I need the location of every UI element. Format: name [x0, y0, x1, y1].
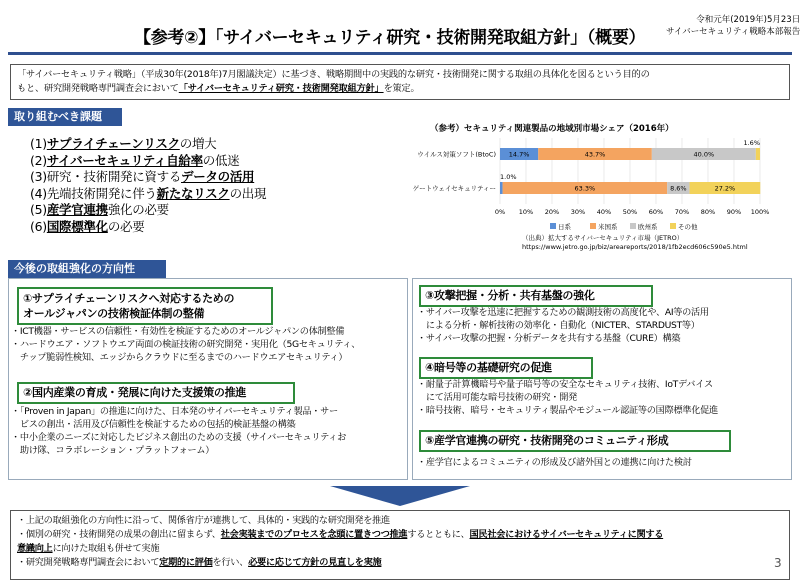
x-tick-label: 30%: [570, 208, 586, 216]
issues-list: [30, 136, 266, 235]
issues-heading: 取り組むべき課題: [8, 108, 122, 126]
issue-item: (6)国際標準化の必要: [30, 218, 145, 234]
intro-text-end: を策定。: [383, 83, 420, 94]
x-tick-label: 60%: [648, 208, 664, 216]
legend-swatch: [590, 223, 596, 229]
source-line-1: （出典）拡大するサイバーセキュリティ市場（JETRO）: [522, 234, 684, 242]
intro-line-1: 「サイバーセキュリティ戦略」（平成30年(2018年)7月閣議決定）に基づき、戦略期間中の実践的な研究・技術開発に関する取組の具体化を図るという目的の: [17, 69, 650, 80]
body-line: ・産学官によるコミュニティの形成及び諸外国との連携に向けた検討: [417, 457, 692, 468]
x-tick-label: 50%: [622, 208, 638, 216]
intro-box: [10, 64, 790, 100]
legend-swatch: [550, 223, 556, 229]
summary-line-1: ・上記の取組強化の方向性に沿って、関係省庁が連携して、具体的・実践的な研究開発を推進: [17, 515, 390, 526]
x-tick-label: 80%: [700, 208, 716, 216]
body-line: ・サイバー攻撃を迅速に把握するための観測技術の高度化や、AI等の活用: [417, 307, 709, 318]
chart-source: [522, 234, 748, 251]
page-number: 3: [774, 556, 782, 570]
legend-label: その他: [678, 223, 698, 231]
data-label: 14.7%: [508, 150, 530, 159]
direction-1-body: [11, 325, 407, 364]
body-line: 助け隊、コラボレーション・プラットフォーム）: [11, 445, 215, 456]
data-label: 27.2%: [714, 184, 736, 193]
date-block: [666, 14, 800, 38]
direction-1-title-line2: オールジャパンの技術検証体制の整備: [23, 307, 205, 320]
x-tick-label: 40%: [596, 208, 612, 216]
data-label: 8.6%: [670, 184, 687, 193]
direction-2-body: [11, 405, 407, 457]
data-label: 40.0%: [693, 150, 715, 159]
issue-item: (1)サプライチェーンリスクの増大: [30, 136, 217, 151]
data-label: 43.7%: [584, 150, 606, 159]
x-tick-label: 100%: [750, 208, 770, 216]
legend-label: 日系: [558, 223, 571, 231]
body-line: チップ脆弱性検知、エッジからクラウドに至るまでのハードウエアセキュリティ）: [11, 352, 348, 363]
body-line: ・暗号技術、暗号・セキュリティ製品やモジュール認証等の国際標準化促進: [417, 405, 718, 416]
page-title: 【参考②】「サイバーセキュリティ研究・技術開発取組方針」（概要）: [134, 28, 646, 48]
intro-line-2: [17, 82, 783, 96]
body-line: ・中小企業のニーズに対応したビジネス創出のための支援（サイバーセキュリティお: [11, 432, 347, 443]
direction-3-body: [417, 306, 791, 345]
direction-1-title: [17, 287, 273, 325]
bar-segment: [756, 148, 760, 160]
title-rule: [8, 52, 792, 55]
body-line: による分析・解析技術の効率化・自動化（NICTER、STARDUST等）: [417, 320, 700, 331]
x-tick-label: 10%: [518, 208, 534, 216]
direction-3-title: ③攻撃把握・分析・共有基盤の強化: [419, 285, 653, 307]
body-line: ・耐量子計算機暗号や量子暗号等の安全なセキュリティ技術、IoTデバイス: [417, 379, 713, 390]
chart-title: （参考）セキュリティ関連製品の地域別市場シェア（2016年）: [430, 124, 674, 134]
legend-swatch: [670, 223, 676, 229]
data-label: 1.0%: [500, 173, 517, 181]
data-label: 1.6%: [743, 139, 760, 147]
body-line: ・サイバー攻撃の把握・分析データを共有する基盤（CURE）構築: [417, 333, 681, 344]
direction-5-title: ⑤産学官連携の研究・技術開発のコミュニティ形成: [419, 430, 731, 452]
data-label: 63.3%: [574, 184, 596, 193]
body-line: ・「Proven in Japan」の推進に向けた、日本発のサイバーセキュリティ製品・サー: [11, 406, 338, 417]
summary-line-3: 意識向上に向けた取組も併せて実施: [17, 543, 160, 554]
summary-box: [10, 510, 790, 580]
direction-5-body: [417, 456, 791, 469]
x-tick-label: 70%: [674, 208, 690, 216]
bar-segment: [500, 182, 503, 194]
right-panel: [412, 278, 792, 480]
summary-line-2: ・個別の研究・技術開発の成果の創出に留まらず、社会実装までのプロセスを念頭に置きつつ推進するとともに、国民社会におけるサイバーセキュリティに関する: [17, 529, 664, 540]
report-date: 令和元年(2019年)5月23日: [696, 15, 800, 25]
issue-item: (4)先端技術開発に伴う新たなリスクの出現: [30, 185, 267, 201]
direction-4-title: ④暗号等の基礎研究の促進: [419, 357, 593, 379]
issue-item: (5)産学官連携強化の必要: [30, 202, 169, 217]
legend-label: 欧州系: [638, 223, 658, 231]
source-url: https://www.jetro.go.jp/biz/areareports/2018/1fb2ecd606c590e5.html: [522, 242, 748, 251]
direction-4-body: [417, 378, 791, 417]
body-line: にて活用可能な暗号技術の研究・開発: [417, 392, 577, 403]
body-line: ビスの創出・活用及び信頼性を検証するための包括的検証基盤の構築: [11, 419, 296, 430]
x-tick-label: 20%: [544, 208, 560, 216]
category-label: ゲートウェイセキュリティー: [412, 184, 496, 193]
issue-item: (3)研究・技術開発に資するデータの活用: [30, 169, 255, 184]
intro-text: もと、研究開発戦略専門調査会において: [17, 83, 179, 94]
direction-2-title: ②国内産業の育成・発展に向けた支援策の推進: [17, 382, 295, 404]
direction-1-title-line1: ①サプライチェーンリスクへ対応するための: [23, 292, 235, 305]
x-tick-label: 90%: [726, 208, 742, 216]
directions-heading: 今後の取組強化の方向性: [8, 260, 166, 278]
down-arrow-icon: [330, 484, 470, 508]
category-label: ウイルス対策ソフト(BtoC): [417, 150, 496, 159]
policy-name: 「サイバーセキュリティ研究・技術開発取組方針」: [178, 83, 384, 94]
body-line: ・ICT機器・サービスの信頼性・有効性を検証するためのオールジャパンの体制整備: [11, 326, 345, 337]
market-share-chart: [400, 132, 790, 236]
issue-item: (2)サイバーセキュリティ自給率の低迷: [30, 152, 240, 168]
summary-line-4: ・研究開発戦略専門調査会において定期的に評価を行い、必要に応じて方針の見直しを実施: [17, 557, 382, 568]
left-panel: [8, 278, 408, 480]
report-org: サイバーセキュリティ戦略本部報告: [666, 27, 800, 37]
body-line: ・ハードウエア・ソフトウエア両面の検証技術の研究開発・実用化（5Gセキュリティ、: [11, 339, 361, 350]
x-tick-label: 0%: [494, 208, 506, 216]
legend-swatch: [630, 223, 636, 229]
legend-label: 米国系: [598, 223, 618, 231]
